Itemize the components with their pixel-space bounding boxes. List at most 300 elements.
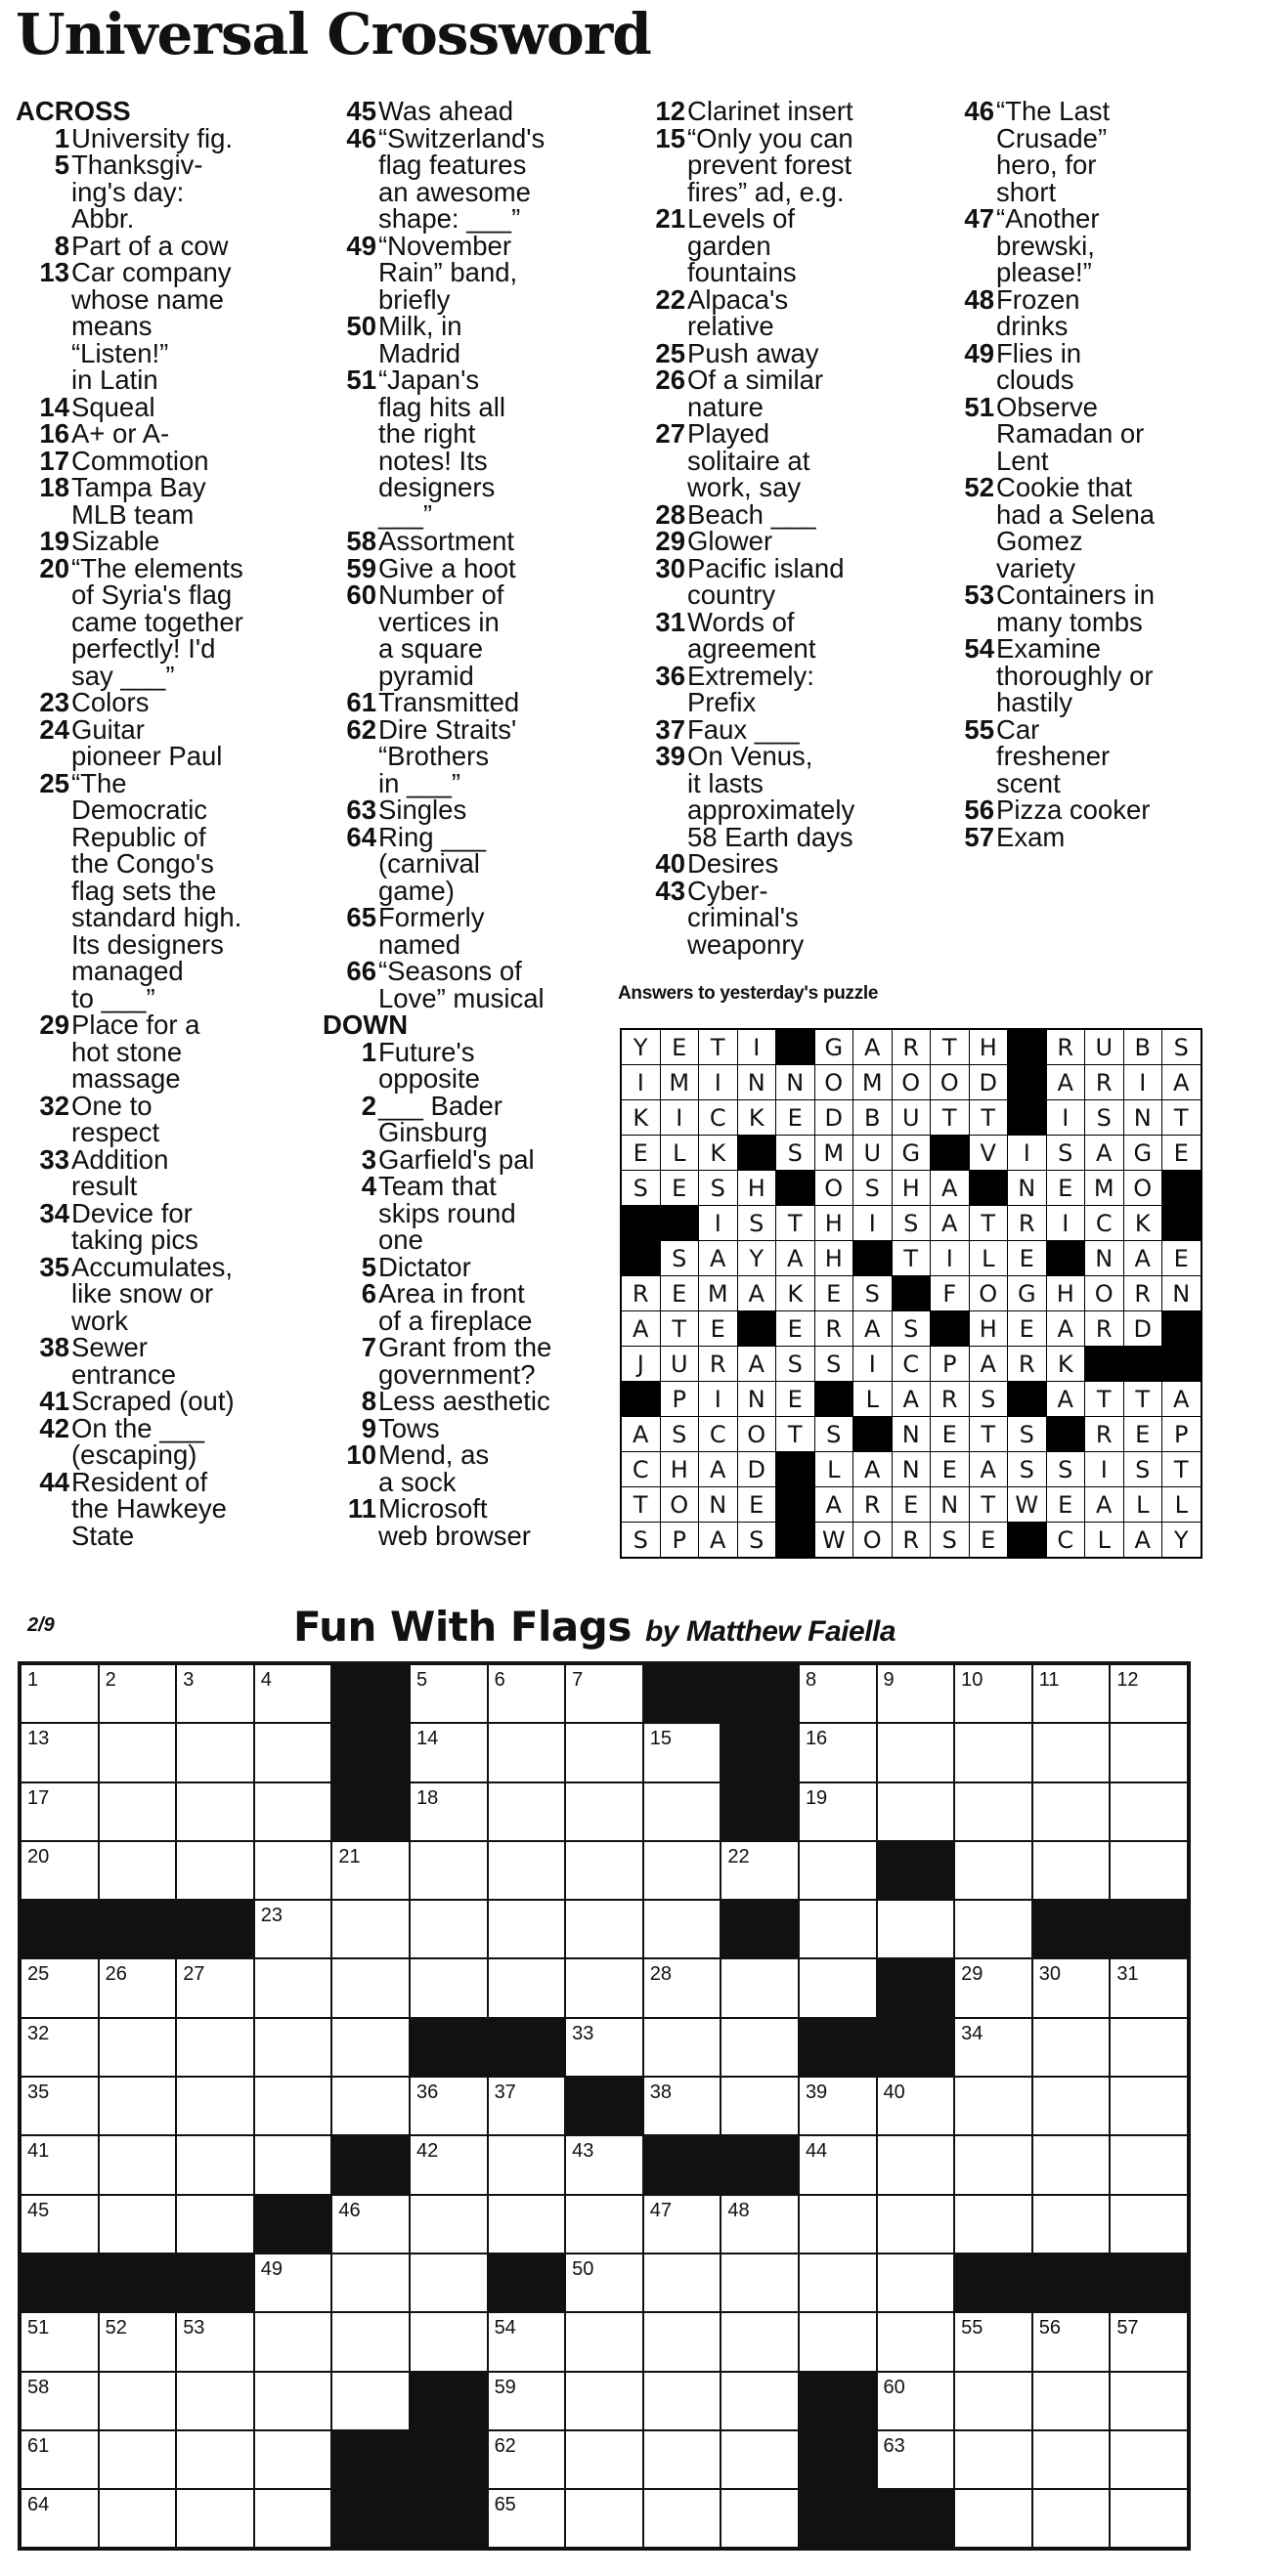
clue-text: “The Last Crusade” hero, for short [996, 96, 1111, 207]
grid-cell[interactable] [22, 2431, 98, 2488]
answer-letter: N [893, 1452, 931, 1486]
grid-cell[interactable] [100, 2373, 176, 2429]
grid-cell[interactable] [177, 2078, 253, 2134]
answer-letter: A [1047, 1311, 1085, 1346]
grid-cell[interactable] [255, 2254, 331, 2311]
clue-number: 22 [655, 283, 685, 315]
grid-cell[interactable] [1033, 2136, 1110, 2193]
cell-number: 22 [727, 1845, 750, 1868]
grid-cell[interactable] [255, 1665, 331, 1722]
grid-cell[interactable] [1111, 1665, 1187, 1722]
grid-cell[interactable] [1111, 2136, 1187, 2193]
grid-cell[interactable] [1033, 2431, 1110, 2488]
clue [323, 958, 616, 1011]
grid-cell[interactable] [100, 1724, 176, 1781]
grid-cell[interactable] [800, 2136, 876, 2193]
answer-letter: E [1047, 1171, 1085, 1205]
grid-cell[interactable] [721, 2313, 798, 2370]
grid-cell[interactable] [721, 1959, 798, 2016]
grid-cell[interactable] [1033, 1665, 1110, 1722]
grid-cell[interactable] [566, 1783, 642, 1840]
grid-cell[interactable] [800, 2313, 876, 2370]
grid-cell[interactable] [100, 2078, 176, 2134]
grid-cell[interactable] [1033, 1842, 1110, 1899]
answer-letter: N [738, 1382, 776, 1416]
grid-cell[interactable] [644, 2373, 721, 2429]
grid-cell[interactable] [22, 2196, 98, 2253]
clue-number: 11 [347, 1493, 376, 1524]
answer-letter: O [815, 1171, 853, 1205]
grid-cell[interactable] [411, 1724, 487, 1781]
grid-cell[interactable] [800, 1783, 876, 1840]
clue-number: 61 [346, 687, 376, 717]
clue-text: Exam [996, 821, 1066, 852]
grid-cell[interactable] [489, 1783, 565, 1840]
grid-cell[interactable] [644, 1842, 721, 1899]
grid-cell[interactable] [177, 2196, 253, 2253]
grid-cell[interactable] [177, 1783, 253, 1840]
grid-cell[interactable] [1111, 1842, 1187, 1899]
grid-cell[interactable] [800, 2254, 876, 2311]
grid-cell[interactable] [878, 1665, 954, 1722]
grid-cell[interactable] [955, 1901, 1031, 1957]
clue-text: Beach ___ [687, 498, 816, 530]
grid-cell[interactable] [411, 1783, 487, 1840]
clue-text: On the ___ (escaping) [71, 1412, 205, 1470]
grid-cell[interactable] [1111, 1724, 1187, 1781]
black-square [566, 2078, 642, 2134]
grid-cell[interactable] [566, 1665, 642, 1722]
grid-cell[interactable] [255, 2078, 331, 2134]
grid-cell[interactable] [644, 2431, 721, 2488]
grid-cell[interactable] [177, 2490, 253, 2547]
grid-cell[interactable] [566, 2373, 642, 2429]
grid-cell[interactable] [255, 1901, 331, 1957]
grid-cell[interactable] [177, 1665, 253, 1722]
grid-cell[interactable] [566, 2313, 642, 2370]
grid-cell[interactable] [100, 2490, 176, 2547]
answer-letter: O [1124, 1171, 1162, 1205]
grid-cell[interactable] [22, 2490, 98, 2547]
grid-cell[interactable] [411, 2078, 487, 2134]
grid-cell[interactable] [878, 2254, 954, 2311]
grid-cell[interactable] [566, 1901, 642, 1957]
cell-number: 45 [27, 2199, 50, 2221]
answer-letter: K [1047, 1347, 1085, 1381]
clue-number: 36 [655, 660, 685, 691]
grid-cell[interactable] [177, 1842, 253, 1899]
grid-cell[interactable] [878, 1901, 954, 1957]
clue [323, 313, 616, 366]
answer-letter: I [661, 1100, 699, 1135]
clue-text: A+ or A- [71, 418, 170, 449]
answer-letter: A [738, 1347, 776, 1381]
grid-cell[interactable] [721, 2196, 798, 2253]
grid-cell[interactable] [800, 1901, 876, 1957]
grid-cell[interactable] [1033, 1724, 1110, 1781]
grid-cell[interactable] [489, 1842, 565, 1899]
grid-cell[interactable] [955, 1842, 1031, 1899]
grid-cell[interactable] [566, 1959, 642, 2016]
grid-cell[interactable] [332, 2196, 409, 2253]
clue-text: Observe Ramadan or Lent [996, 391, 1145, 476]
grid-cell[interactable] [955, 2078, 1031, 2134]
cell-number: 51 [27, 2317, 50, 2340]
grid-cell[interactable] [255, 2490, 331, 2547]
answer-letter: A [622, 1417, 660, 1451]
clue-text: Dictator [378, 1251, 471, 1282]
clue-text: Commotion [71, 445, 209, 476]
answer-black-square [1008, 1030, 1046, 1064]
grid-cell[interactable] [1033, 2313, 1110, 2370]
grid-cell[interactable] [100, 1783, 176, 1840]
answer-letter: A [776, 1241, 814, 1275]
clue-number: 54 [964, 633, 994, 664]
answer-black-square [776, 1171, 814, 1205]
grid-cell[interactable] [489, 1901, 565, 1957]
grid-cell[interactable] [1111, 2196, 1187, 2253]
grid-cell[interactable] [22, 2019, 98, 2076]
grid-cell[interactable] [255, 2373, 331, 2429]
clue-text: Words of agreement [687, 606, 816, 664]
grid-cell[interactable] [800, 2196, 876, 2253]
clue [940, 474, 1253, 581]
grid-cell[interactable] [955, 2136, 1031, 2193]
grid-cell[interactable] [955, 2373, 1031, 2429]
grid-cell[interactable] [22, 2373, 98, 2429]
clue-text: Accumulates, like snow or work [71, 1251, 234, 1336]
answer-letter: S [622, 1523, 660, 1557]
grid-cell[interactable] [955, 1724, 1031, 1781]
grid-cell[interactable] [566, 2431, 642, 2488]
grid-cell[interactable] [255, 1783, 331, 1840]
grid-cell[interactable] [644, 2196, 721, 2253]
answer-letter: S [893, 1311, 931, 1346]
answer-letter: A [970, 1452, 1008, 1486]
grid-cell[interactable] [1033, 2196, 1110, 2253]
clue-number: 7 [361, 1332, 376, 1362]
answer-letter: C [622, 1452, 660, 1486]
clue-text: Singles [378, 794, 467, 825]
black-square [332, 1665, 409, 1722]
grid-cell[interactable] [955, 1783, 1031, 1840]
grid-cell[interactable] [489, 2136, 565, 2193]
clue-text: Place for a hot stone massage [71, 1009, 200, 1094]
grid-cell[interactable] [721, 1842, 798, 1899]
cell-number: 63 [883, 2434, 905, 2457]
grid-cell[interactable] [177, 2313, 253, 2370]
grid-cell[interactable] [566, 2196, 642, 2253]
answer-letter: A [1124, 1523, 1162, 1557]
answer-letter: S [661, 1417, 699, 1451]
grid-cell[interactable] [1111, 2019, 1187, 2076]
grid-cell[interactable] [644, 1901, 721, 1957]
grid-cell[interactable] [22, 2313, 98, 2370]
answer-letter: S [853, 1276, 892, 1310]
clue-number: 25 [655, 337, 685, 368]
grid-cell[interactable] [878, 2196, 954, 2253]
cell-number: 2 [105, 1669, 116, 1691]
grid-cell[interactable] [411, 2136, 487, 2193]
answer-letter: I [699, 1382, 737, 1416]
grid-cell[interactable] [566, 1724, 642, 1781]
grid-cell[interactable] [489, 1665, 565, 1722]
grid-cell[interactable] [644, 2490, 721, 2547]
grid-cell[interactable] [566, 1842, 642, 1899]
clue-text: “The elements of Syria's flag came together perfectly! I'd say ___” [71, 552, 243, 691]
grid-cell[interactable] [566, 2019, 642, 2076]
grid-cell[interactable] [721, 2373, 798, 2429]
grid-cell[interactable] [955, 2019, 1031, 2076]
grid-cell[interactable] [1111, 2313, 1187, 2370]
grid-cell[interactable] [177, 2431, 253, 2488]
answer-letter: D [738, 1452, 776, 1486]
answer-letter: H [970, 1311, 1008, 1346]
black-square [955, 2254, 1031, 2311]
clue-section-heading: ACROSS [16, 96, 131, 126]
grid-cell[interactable] [1033, 2490, 1110, 2547]
grid-cell[interactable] [411, 1665, 487, 1722]
grid-cell[interactable] [1033, 1783, 1110, 1840]
black-square [1033, 2254, 1110, 2311]
clue [323, 1280, 616, 1334]
grid-cell[interactable] [255, 2431, 331, 2488]
answer-black-square [776, 1030, 814, 1064]
grid-cell[interactable] [411, 2196, 487, 2253]
answer-letter: E [815, 1276, 853, 1310]
grid-cell[interactable] [332, 2373, 409, 2429]
clue-number: 35 [39, 1251, 69, 1282]
grid-cell[interactable] [411, 1842, 487, 1899]
grid-cell[interactable] [177, 1959, 253, 2016]
grid-cell[interactable] [721, 2431, 798, 2488]
grid-cell[interactable] [878, 2078, 954, 2134]
answer-letter: R [815, 1311, 853, 1346]
grid-cell[interactable] [177, 2136, 253, 2193]
answer-letter: E [931, 1417, 969, 1451]
grid-cell[interactable] [800, 1665, 876, 1722]
grid-cell[interactable] [721, 2078, 798, 2134]
cell-number: 17 [27, 1786, 50, 1809]
grid-cell[interactable] [332, 2078, 409, 2134]
grid-cell[interactable] [566, 2254, 642, 2311]
grid-cell[interactable] [1111, 2490, 1187, 2547]
answer-letter: N [893, 1417, 931, 1451]
clue [16, 713, 309, 771]
grid-cell[interactable] [644, 2078, 721, 2134]
grid-cell[interactable] [489, 2078, 565, 2134]
grid-cell[interactable] [644, 1724, 721, 1781]
grid-cell[interactable] [489, 1959, 565, 2016]
grid-cell[interactable] [177, 2019, 253, 2076]
clue [323, 230, 616, 315]
grid-cell[interactable] [955, 1959, 1031, 2016]
grid-cell[interactable] [411, 1959, 487, 2016]
clue-text: Assortment [378, 526, 515, 556]
grid-cell[interactable] [332, 2254, 409, 2311]
answer-letter: L [970, 1241, 1008, 1275]
grid-cell[interactable] [800, 1842, 876, 1899]
clue [940, 635, 1253, 716]
answer-letter: S [970, 1382, 1008, 1416]
grid-cell[interactable] [1111, 2373, 1187, 2429]
grid-cell[interactable] [100, 2019, 176, 2076]
grid-cell[interactable] [1033, 2019, 1110, 2076]
grid-cell[interactable] [644, 1783, 721, 1840]
clue [16, 528, 309, 555]
grid-cell[interactable] [878, 1724, 954, 1781]
grid-cell[interactable] [332, 1959, 409, 2016]
grid-cell[interactable] [644, 1959, 721, 2016]
clue-text: Flies in clouds [996, 337, 1082, 395]
black-square [100, 1901, 176, 1957]
answer-letter: P [1162, 1417, 1201, 1451]
grid-cell[interactable] [255, 1842, 331, 1899]
clue [16, 1412, 309, 1470]
grid-cell[interactable] [22, 1724, 98, 1781]
grid-cell[interactable] [100, 2431, 176, 2488]
grid-cell[interactable] [177, 2373, 253, 2429]
cell-number: 53 [183, 2317, 205, 2340]
grid-cell[interactable] [878, 1783, 954, 1840]
grid-cell[interactable] [1033, 1959, 1110, 2016]
answer-letter: T [970, 1487, 1008, 1522]
grid-cell[interactable] [100, 1665, 176, 1722]
answer-letter: S [699, 1171, 737, 1205]
clue-number: 57 [964, 821, 994, 852]
grid-cell[interactable] [955, 1665, 1031, 1722]
grid-cell[interactable] [22, 1842, 98, 1899]
clue [323, 1334, 616, 1388]
grid-cell[interactable] [411, 2313, 487, 2370]
grid-cell[interactable] [644, 2313, 721, 2370]
clue [632, 528, 925, 555]
answer-letter: A [853, 1311, 892, 1346]
clue-text: Microsoft web browser [378, 1493, 531, 1551]
clue [16, 1143, 309, 1201]
grid-cell[interactable] [878, 2136, 954, 2193]
black-square [878, 2019, 954, 2076]
clue-number: 5 [361, 1251, 376, 1282]
grid-cell[interactable] [955, 2431, 1031, 2488]
grid-cell[interactable] [721, 2254, 798, 2311]
grid-cell[interactable] [489, 2490, 565, 2547]
answer-letter: K [738, 1100, 776, 1135]
grid-cell[interactable] [255, 2313, 331, 2370]
grid-cell[interactable] [255, 1724, 331, 1781]
grid-cell[interactable] [721, 2019, 798, 2076]
grid-cell[interactable] [332, 1901, 409, 1957]
answer-letter: E [1162, 1136, 1201, 1170]
grid-cell[interactable] [332, 2313, 409, 2370]
clue-text: Of a similar nature [687, 365, 824, 422]
grid-cell[interactable] [22, 1783, 98, 1840]
grid-cell[interactable] [955, 2490, 1031, 2547]
cell-number: 62 [494, 2434, 516, 2457]
grid-cell[interactable] [100, 2313, 176, 2370]
grid-cell[interactable] [489, 2431, 565, 2488]
grid-cell[interactable] [177, 1724, 253, 1781]
cell-number: 33 [572, 2022, 594, 2044]
grid-cell[interactable] [22, 1665, 98, 1722]
grid-cell[interactable] [255, 2019, 331, 2076]
clue-number: 19 [39, 526, 69, 556]
grid-cell[interactable] [566, 2136, 642, 2193]
grid-cell[interactable] [100, 2136, 176, 2193]
black-square [721, 1724, 798, 1781]
grid-cell[interactable] [1111, 2431, 1187, 2488]
grid-cell[interactable] [1033, 2373, 1110, 2429]
grid-cell[interactable] [878, 2373, 954, 2429]
grid-cell[interactable] [489, 2196, 565, 2253]
grid-cell[interactable] [100, 2196, 176, 2253]
grid-cell[interactable] [100, 1959, 176, 2016]
grid-cell[interactable] [644, 2254, 721, 2311]
grid-cell[interactable] [721, 2490, 798, 2547]
grid-cell[interactable] [800, 2078, 876, 2134]
answer-letter: A [699, 1452, 737, 1486]
answer-letter: N [1124, 1100, 1162, 1135]
clue-number: 56 [964, 794, 994, 825]
cell-number: 12 [1116, 1669, 1139, 1691]
grid-cell[interactable] [332, 1842, 409, 1899]
grid-cell[interactable] [644, 2019, 721, 2076]
clue-text: Garfield's pal [378, 1143, 535, 1175]
grid-cell[interactable] [22, 1959, 98, 2016]
grid-cell[interactable] [255, 1959, 331, 2016]
grid-cell[interactable] [800, 1724, 876, 1781]
answers-heading: Answers to yesterday's puzzle [618, 983, 879, 1004]
grid-cell[interactable] [878, 2431, 954, 2488]
grid-cell[interactable] [22, 2136, 98, 2193]
black-square [332, 2136, 409, 2193]
grid-cell[interactable] [800, 1959, 876, 2016]
grid-cell[interactable] [255, 2136, 331, 2193]
clue [940, 391, 1253, 476]
clue [632, 420, 925, 501]
answer-letter: K [1124, 1206, 1162, 1240]
grid-cell[interactable] [411, 2254, 487, 2311]
cell-number: 49 [260, 2257, 284, 2280]
clue-text: On Venus, it lasts approximately 58 Earth days [687, 741, 855, 852]
grid-cell[interactable] [489, 2373, 565, 2429]
answer-letter: G [1124, 1136, 1162, 1170]
grid-cell[interactable] [955, 2313, 1031, 2370]
grid-cell[interactable] [489, 2313, 565, 2370]
grid-cell[interactable] [955, 2196, 1031, 2253]
grid-cell[interactable] [1111, 1783, 1187, 1840]
grid-cell[interactable] [1111, 1959, 1187, 2016]
grid-cell[interactable] [878, 2313, 954, 2370]
grid-cell[interactable] [1111, 2078, 1187, 2134]
clue-text: Area in front of a fireplace [378, 1278, 533, 1336]
grid-cell[interactable] [22, 2078, 98, 2134]
answer-letter: M [853, 1065, 892, 1099]
clue-text: “Seasons of Love” musical [378, 956, 545, 1013]
grid-cell[interactable] [332, 2019, 409, 2076]
grid-cell[interactable] [100, 1842, 176, 1899]
clue [940, 283, 1253, 341]
grid-cell[interactable] [566, 2490, 642, 2547]
answer-letter: C [1085, 1206, 1123, 1240]
clue [940, 205, 1253, 286]
black-square [22, 1901, 98, 1957]
answer-letter: C [699, 1100, 737, 1135]
grid-cell[interactable] [489, 1724, 565, 1781]
grid-cell[interactable] [411, 1901, 487, 1957]
answer-letter: A [853, 1452, 892, 1486]
grid-cell[interactable] [1033, 2078, 1110, 2134]
